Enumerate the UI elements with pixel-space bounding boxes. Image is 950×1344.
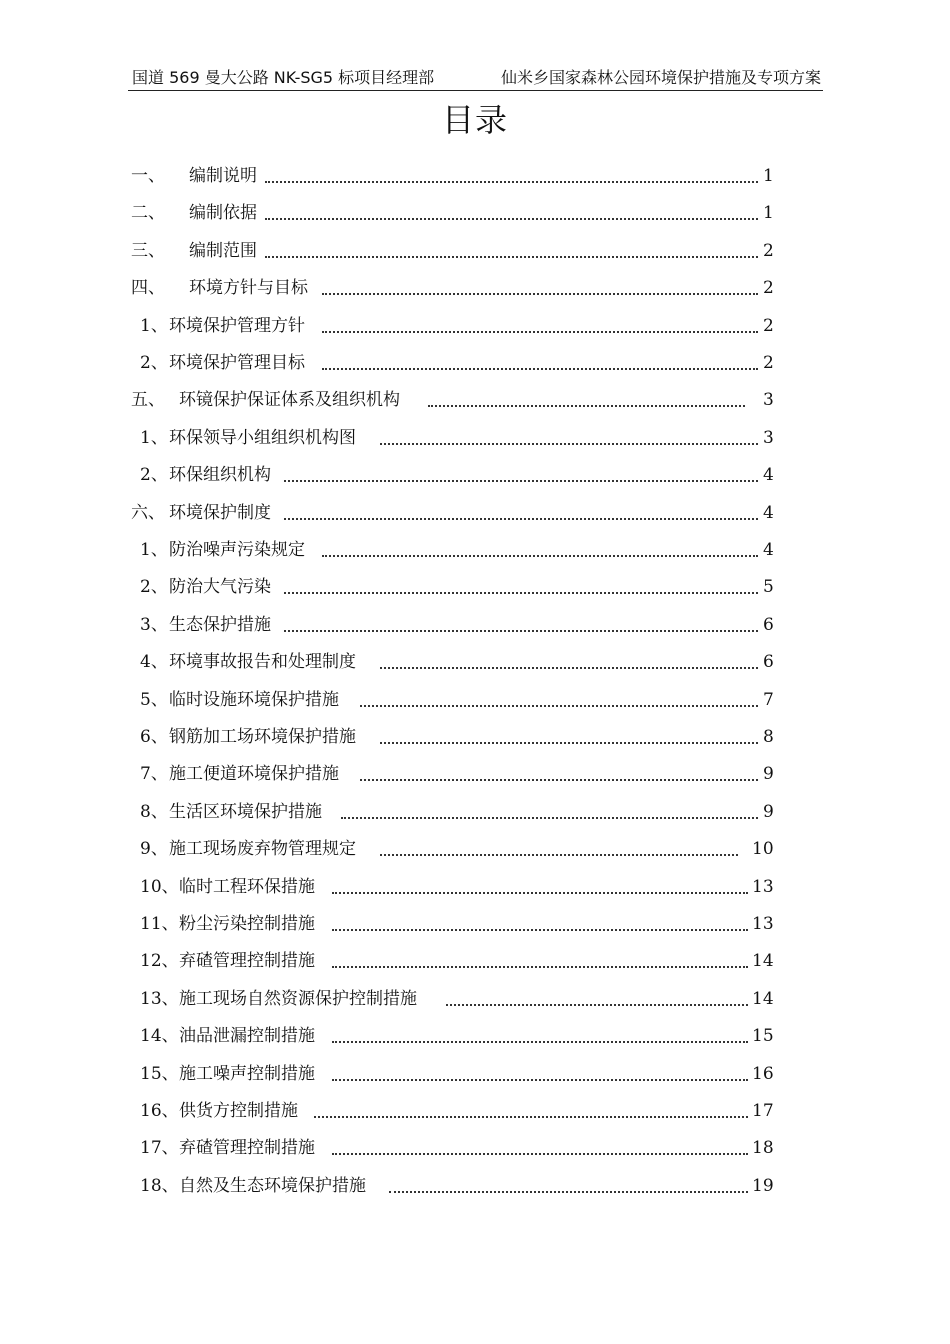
toc-entry-number: 12、 <box>140 951 179 972</box>
toc-dot-leader <box>428 405 745 407</box>
toc-entry-title: 油品泄漏控制措施 <box>179 1026 315 1047</box>
toc-entry[interactable] <box>0 831 950 868</box>
toc-entry[interactable] <box>0 1093 950 1130</box>
toc-dot-leader <box>322 555 758 557</box>
toc-entry-title: 环保组织机构 <box>169 465 271 486</box>
toc-entry[interactable] <box>0 719 950 756</box>
toc-dot-leader <box>284 480 758 482</box>
toc-entry[interactable] <box>0 607 950 644</box>
toc-entry[interactable] <box>0 1168 950 1205</box>
toc-entry-title: 编制依据 <box>189 203 257 224</box>
toc-entry-page-number: 10 <box>752 839 774 860</box>
toc-entry[interactable] <box>0 644 950 681</box>
toc-entry[interactable] <box>0 569 950 606</box>
toc-entry-title: 自然及生态环境保护措施 <box>179 1175 366 1196</box>
toc-dot-leader <box>332 966 748 968</box>
toc-dot-leader <box>360 779 758 781</box>
toc-dot-leader <box>380 854 738 856</box>
page-header <box>128 66 823 91</box>
toc-dot-leader <box>265 181 758 183</box>
toc-entry-number: 6、 <box>140 727 168 747</box>
toc-entry[interactable] <box>0 158 950 195</box>
toc-entry-number: 16、 <box>140 1101 179 1121</box>
toc-entry-title: 环境保护管理方针 <box>169 315 305 336</box>
toc-entry-number: 14、 <box>140 1026 179 1047</box>
toc-entry-title: 生活区环境保护措施 <box>169 801 322 822</box>
toc-dot-leader <box>380 667 758 669</box>
toc-dot-leader <box>314 1116 748 1118</box>
toc-entry[interactable] <box>0 756 950 793</box>
toc-dot-leader <box>389 1191 748 1193</box>
toc-entry-title: 防治噪声污染规定 <box>169 540 305 560</box>
toc-entry-title: 施工现场自然资源保护控制措施 <box>179 988 417 1009</box>
toc-entry-page-number: 9 <box>763 764 774 785</box>
toc-entry-page-number: 6 <box>763 614 774 635</box>
toc-dot-leader <box>332 1041 748 1043</box>
toc-entry-number: 1、 <box>140 427 168 448</box>
toc-entry-number: 二、 <box>131 203 165 224</box>
toc-entry-title: 环境方针与目标 <box>189 278 308 299</box>
toc-entry-number: 18、 <box>140 1175 179 1196</box>
toc-entry-page-number: 4 <box>763 540 774 560</box>
toc-entry[interactable] <box>0 308 950 345</box>
toc-dot-leader <box>380 443 758 445</box>
toc-entry[interactable] <box>0 906 950 943</box>
header-left-text: 国道 569 曼大公路 NK-SG5 标项目经理部 <box>132 68 435 87</box>
toc-entry[interactable] <box>0 495 950 532</box>
toc-entry-page-number: 7 <box>763 689 774 710</box>
toc-dot-leader <box>322 368 758 370</box>
toc-entry-title: 编制范围 <box>189 240 257 261</box>
toc-entry-page-number: 13 <box>752 876 774 897</box>
toc-entry-number: 六、 <box>131 502 165 523</box>
toc-dot-leader <box>360 705 758 707</box>
toc-entry-number: 2、 <box>140 577 168 598</box>
toc-entry[interactable] <box>0 1018 950 1055</box>
toc-entry-title: 施工噪声控制措施 <box>179 1063 315 1084</box>
toc-entry-title: 环保领导小组组织机构图 <box>169 427 356 448</box>
toc-entry[interactable] <box>0 682 950 719</box>
toc-entry-number: 2、 <box>140 465 168 486</box>
toc-dot-leader <box>332 929 748 931</box>
toc-entry-page-number: 14 <box>752 988 774 1009</box>
toc-entry-number: 17、 <box>140 1138 179 1159</box>
toc-entry-number: 3、 <box>140 614 168 635</box>
toc-entry[interactable] <box>0 1130 950 1167</box>
toc-entry-title: 编制说明 <box>189 166 257 186</box>
toc-entry-title: 施工便道环境保护措施 <box>169 764 339 785</box>
toc-entry-page-number: 2 <box>763 353 774 373</box>
toc-entry-title: 施工现场废弃物管理规定 <box>169 839 356 860</box>
toc-entry[interactable] <box>0 869 950 906</box>
toc-dot-leader <box>332 1079 748 1081</box>
toc-entry[interactable] <box>0 382 950 419</box>
toc-entry-title: 弃碴管理控制措施 <box>179 951 315 972</box>
toc-entry-page-number: 3 <box>763 427 774 448</box>
toc-entry-page-number: 13 <box>752 914 774 934</box>
toc-entry[interactable] <box>0 1056 950 1093</box>
toc-entry-page-number: 15 <box>752 1026 774 1047</box>
toc-dot-leader <box>332 892 748 894</box>
toc-dot-leader <box>265 256 758 258</box>
toc-entry[interactable] <box>0 532 950 569</box>
toc-dot-leader <box>265 218 758 220</box>
toc-dot-leader <box>322 293 758 295</box>
toc-entry-number: 5、 <box>140 689 168 710</box>
toc-entry-title: 粉尘污染控制措施 <box>179 914 315 934</box>
toc-entry-page-number: 3 <box>763 390 774 411</box>
toc-entry-title: 钢筋加工场环境保护措施 <box>169 727 356 747</box>
toc-entry-page-number: 1 <box>763 166 774 186</box>
toc-entry-page-number: 8 <box>763 727 774 747</box>
toc-entry-page-number: 4 <box>763 465 774 486</box>
toc-entry-number: 9、 <box>140 839 168 860</box>
toc-entry-page-number: 17 <box>752 1101 774 1121</box>
toc-entry-page-number: 1 <box>763 203 774 224</box>
toc-entry-number: 11、 <box>140 914 179 934</box>
toc-entry-title: 环境保护管理目标 <box>169 353 305 373</box>
toc-entry[interactable] <box>0 457 950 494</box>
toc-entry-number: 13、 <box>140 988 179 1009</box>
toc-entry-number: 1、 <box>140 540 168 560</box>
toc-dot-leader <box>284 592 758 594</box>
toc-entry-number: 四、 <box>131 278 165 299</box>
toc-entry-number: 一、 <box>131 166 165 186</box>
toc-entry-number: 7、 <box>140 764 168 785</box>
page-title: 目录 <box>441 101 508 139</box>
toc-dot-leader <box>332 1153 748 1155</box>
toc-entry-title: 临时工程环保措施 <box>179 876 315 897</box>
toc-entry-number: 五、 <box>131 390 165 411</box>
toc-entry-title: 临时设施环境保护措施 <box>169 689 339 710</box>
toc-entry-number: 2、 <box>140 353 168 373</box>
toc-entry-number: 15、 <box>140 1063 179 1084</box>
toc-dot-leader <box>284 518 758 520</box>
toc-entry-title: 供货方控制措施 <box>179 1101 298 1121</box>
toc-entry-title: 环境事故报告和处理制度 <box>169 652 356 673</box>
toc-entry-page-number: 18 <box>752 1138 774 1159</box>
toc-entry-title: 环境保护制度 <box>169 502 271 523</box>
toc-entry-page-number: 16 <box>752 1063 774 1084</box>
toc-entry-number: 8、 <box>140 801 168 822</box>
toc-entry-page-number: 2 <box>763 240 774 261</box>
toc-entry-number: 10、 <box>140 876 179 897</box>
header-right-text: 仙米乡国家森林公园环境保护措施及专项方案 <box>500 68 821 87</box>
toc-dot-leader <box>446 1004 748 1006</box>
toc-entry-page-number: 14 <box>752 951 774 972</box>
toc-entry[interactable] <box>0 981 950 1018</box>
toc-entry-number: 1、 <box>140 315 168 336</box>
toc-entry-page-number: 4 <box>763 502 774 523</box>
toc-entry-title: 弃碴管理控制措施 <box>179 1138 315 1159</box>
toc-entry[interactable] <box>0 195 950 232</box>
toc-entry[interactable] <box>0 420 950 457</box>
toc-entry-number: 三、 <box>131 240 165 261</box>
toc-entry-page-number: 2 <box>763 315 774 336</box>
toc-entry-page-number: 2 <box>763 278 774 299</box>
toc-dot-leader <box>284 630 758 632</box>
toc-entry-page-number: 6 <box>763 652 774 673</box>
toc-entry-title: 环镜保护保证体系及组织机构 <box>179 390 400 411</box>
toc-entry-title: 防治大气污染 <box>169 577 271 598</box>
toc-entry-title: 生态保护措施 <box>169 614 271 635</box>
toc-entry-page-number: 5 <box>763 577 774 598</box>
toc-entry[interactable] <box>0 943 950 980</box>
toc-dot-leader <box>380 742 758 744</box>
toc-entry[interactable] <box>0 794 950 831</box>
toc-entry-page-number: 9 <box>763 801 774 822</box>
toc-entry[interactable] <box>0 345 950 382</box>
toc-dot-leader <box>341 817 758 819</box>
toc-entry-page-number: 19 <box>752 1175 774 1196</box>
toc-entry[interactable] <box>0 233 950 270</box>
toc-entry[interactable] <box>0 270 950 307</box>
toc-dot-leader <box>322 331 758 333</box>
toc-entry-number: 4、 <box>140 652 168 673</box>
